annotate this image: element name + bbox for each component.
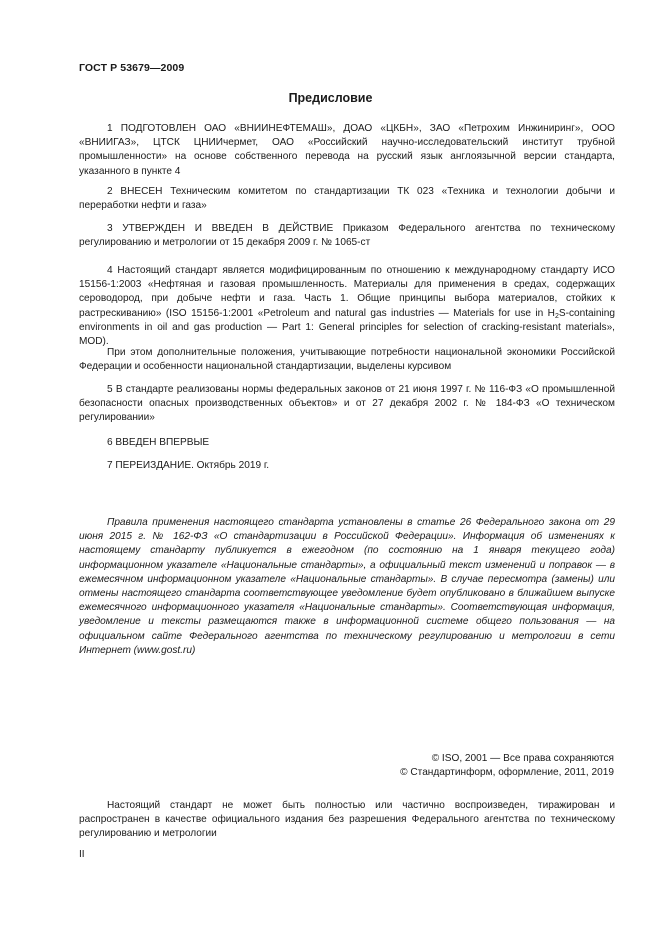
item-7-reissue: 7 ПЕРЕИЗДАНИЕ. Октябрь 2019 г.	[107, 460, 270, 471]
item-1-prepared: 1 ПОДГОТОВЛЕН ОАО «ВНИИНЕФТЕМАШ», ДОАО «ЦКБН», ЗАО «Петрохим Инжиниринг», ООО «ВНИИГАЗ», ЦТСК ЦНИИчермет, ОАО «Российский научно-исследовательский институт трубной промышленности» на основе собственного перевода на русский язык англоязычной версии стандарта, указанного в пункте 4	[79, 123, 615, 177]
reproduction-notice: Настоящий стандарт не может быть полностью или частично воспроизведен, тиражирован и распространен в качестве официального издания без разрешения Федерального агентства по техническому регулированию и метрологии	[79, 800, 615, 840]
item-5-federal-laws: 5 В стандарте реализованы нормы федеральных законов от 21 июня 1997 г. № 116-ФЗ «О промышленной безопасности опасных производственных объектов» и от 27 декабря 2002 г. № 184-ФЗ «О техническом регулировании»	[79, 384, 615, 424]
item-3-approved: 3 УТВЕРЖДЕН И ВВЕДЕН В ДЕЙСТВИЕ Приказом Федерального агентства по техническому регулированию и метрологии от 15 декабря 2009 г. № 1065-ст	[79, 223, 615, 249]
item-4-modification	[79, 264, 615, 349]
item-4-text-part2: S-containing environments in oil and gas production — Part 1: General principles for selection of cracking-resistant materials», MOD).	[79, 307, 615, 348]
item-2-submitted: 2 ВНЕСЕН Техническим комитетом по стандартизации ТК 023 «Техника и технологии добычи и переработки нефти и газа»	[79, 186, 615, 212]
item-4-additional-note: При этом дополнительные положения, учитывающие потребности национальной экономики Российской Федерации и особенности национальной стандартизации, выделены курсивом	[79, 347, 615, 373]
copyright-iso: © ISO, 2001 — Все права сохраняются	[431, 753, 614, 764]
section-title: Предисловие	[288, 91, 373, 105]
item-4-subscript: 2	[554, 312, 559, 320]
item-4-text-part1: 4 Настоящий стандарт является модифицированным по отношению к международному стандарту ИСО 15156-1:2003 «Нефтяная и газовая промышленность. Материалы для применения в средах, содержащих сероводород, при добыче нефти и газа. Часть 1. Общие принципы выбора материалов, стойких к растрескиванию» (ISO 15156-1:2001 «Petroleum and natural gas industries — Materials for use in H	[79, 265, 615, 319]
page-number: II	[79, 849, 85, 860]
item-6-first-introduced: 6 ВВЕДЕН ВПЕРВЫЕ	[107, 437, 210, 448]
application-rules-notice: Правила применения настоящего стандарта установлены в статье 26 Федерального закона от 29 июня 2015 г. № 162-ФЗ «О стандартизации в Российской Федерации». Информация об изменениях к настоящему стандарту публикуется в ежегодном (по состоянию на 1 января текущего года) информационном указателе «Национальные стандарты», а официальный текст изменений и поправок — в ежемесячном информационном указателе «Национальные стандарты». В случае пересмотра (замены) или отмены настоящего стандарта соответствующее уведомление будет опубликовано в ближайшем выпуске ежемесячного информационного указателя «Национальные стандарты». Соответствующая информация, уведомление и тексты размещаются также в информационной системе общего пользования — на официальном сайте Федерального агентства по техническому регулированию и метрологии в сети Интернет (www.gost.ru)	[79, 517, 615, 656]
copyright-standartinform: © Стандартинформ, оформление, 2011, 2019	[400, 767, 614, 778]
document-code: ГОСТ Р 53679—2009	[79, 62, 185, 74]
